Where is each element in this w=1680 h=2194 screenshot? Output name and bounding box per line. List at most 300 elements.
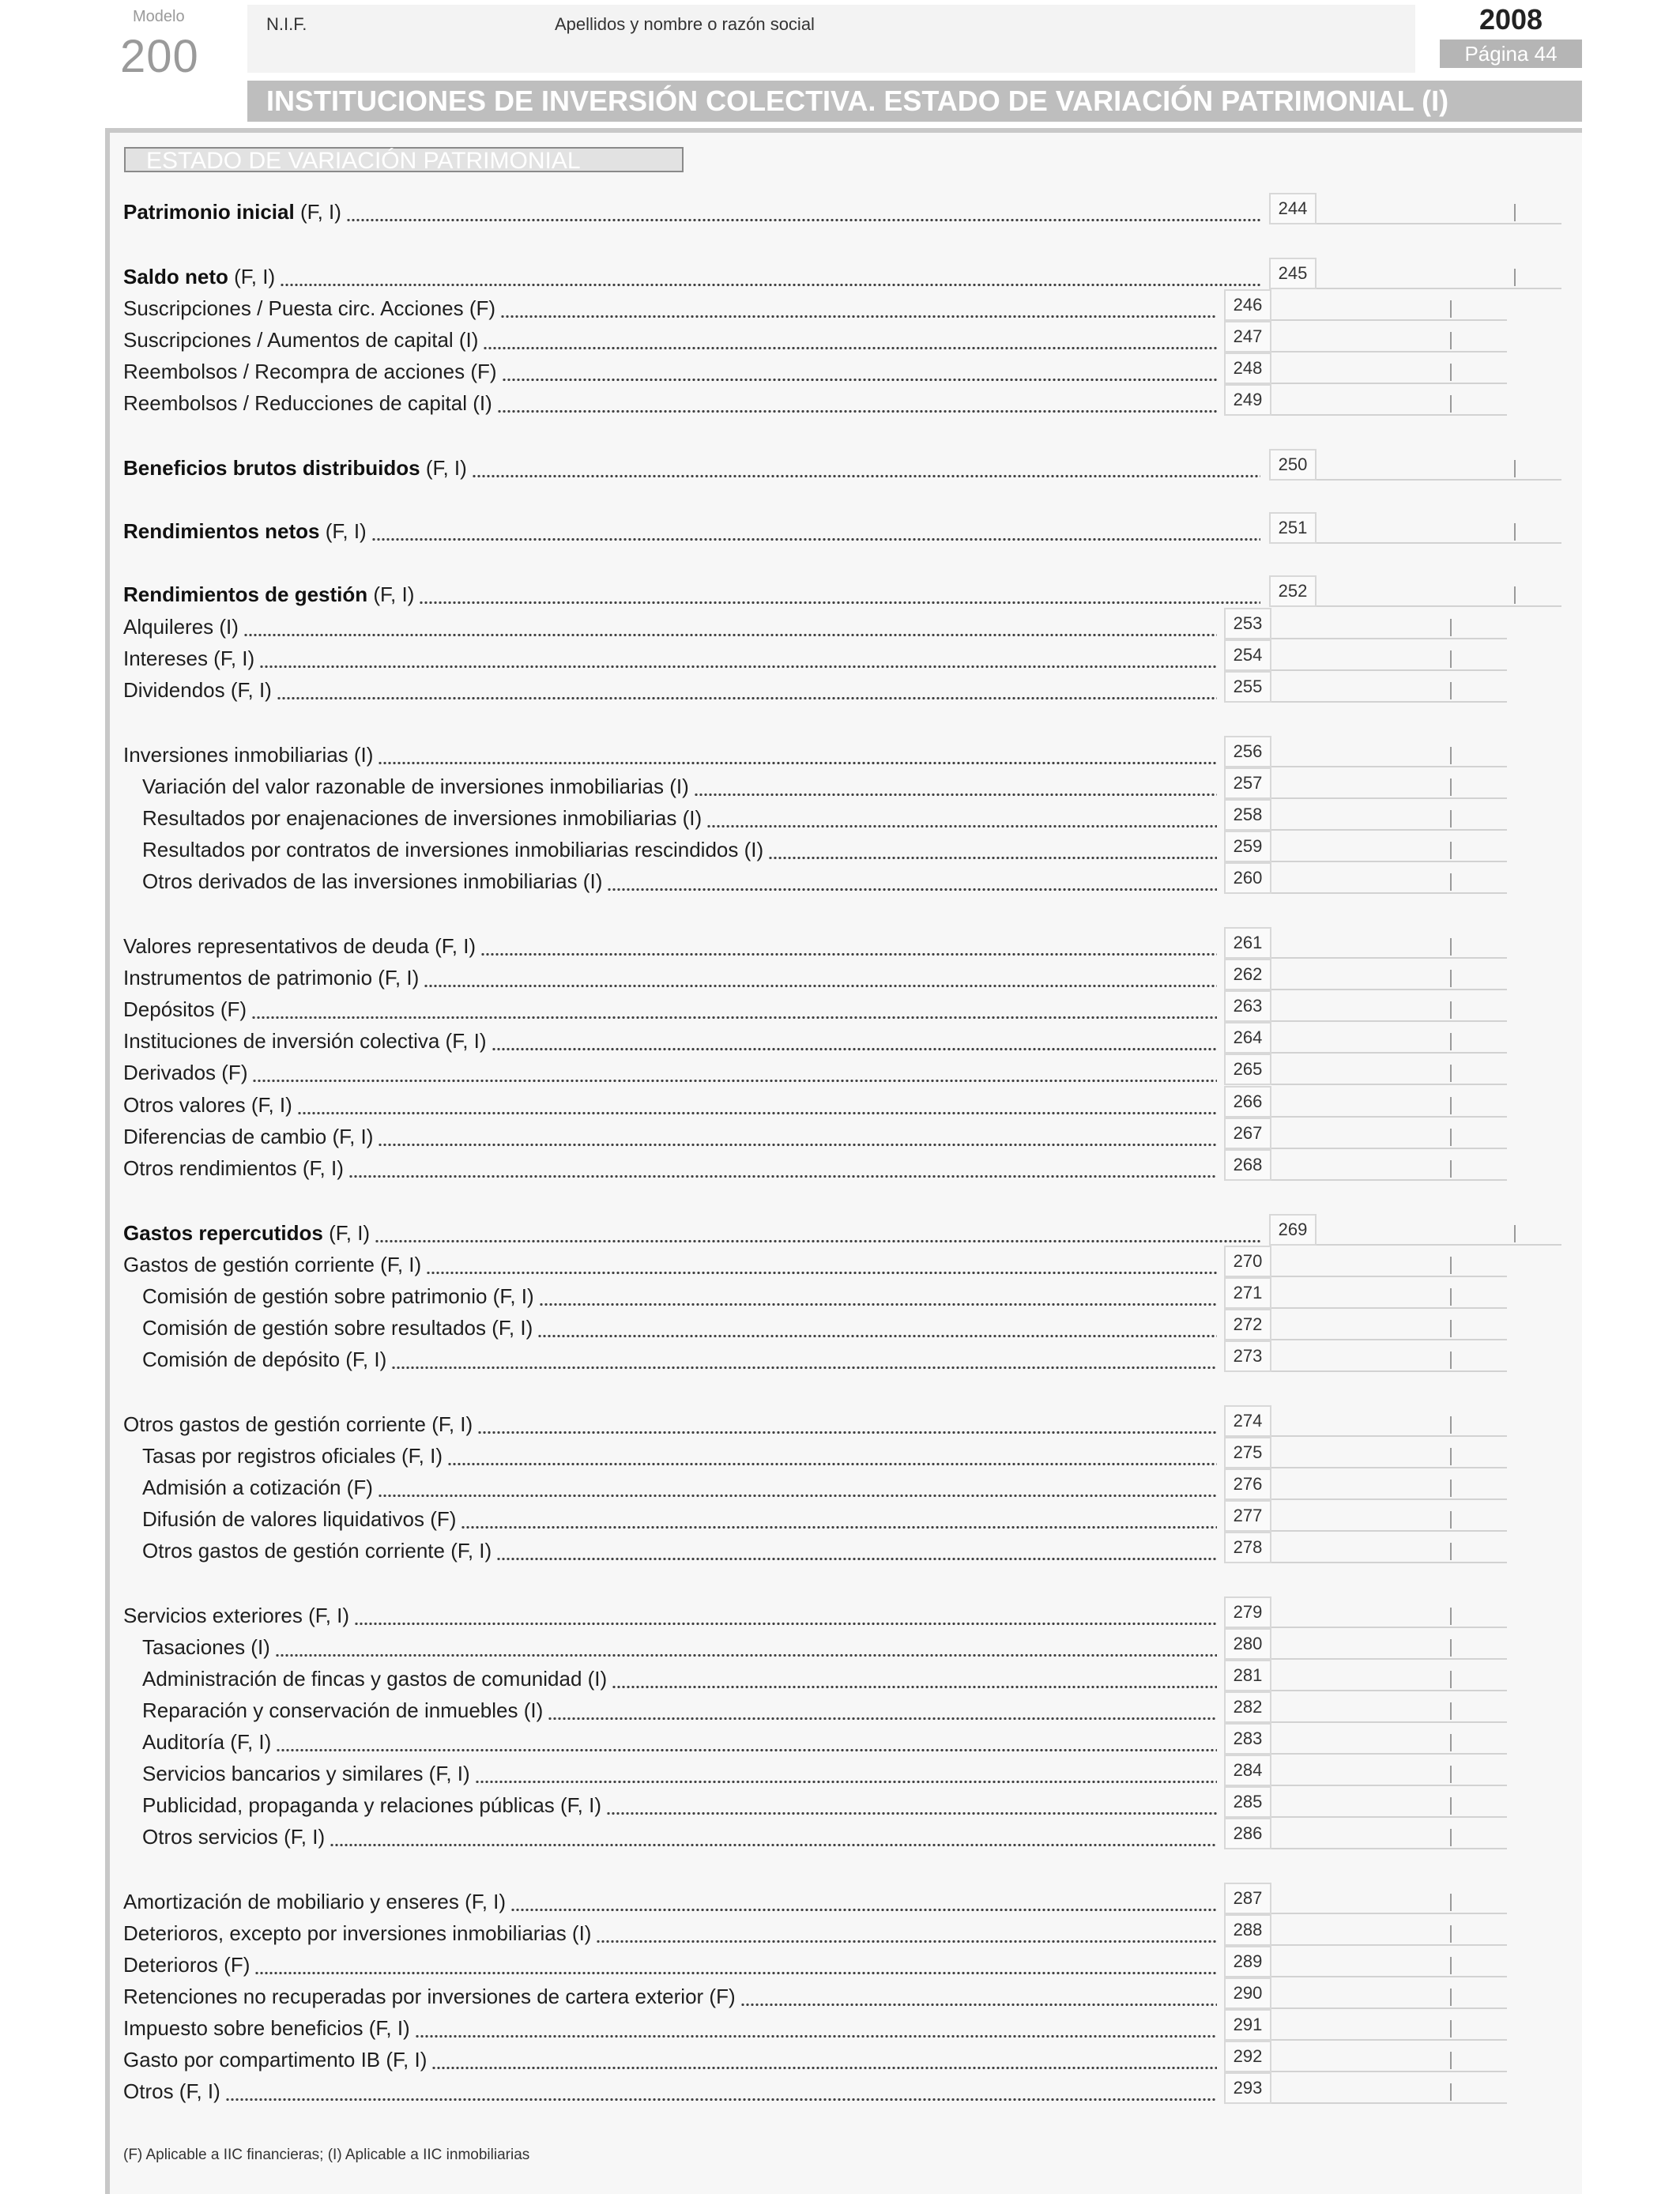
box-code: 288 bbox=[1224, 1914, 1271, 1946]
box-code: 282 bbox=[1224, 1691, 1271, 1723]
row-label bbox=[123, 1029, 487, 1054]
box-code: 263 bbox=[1224, 990, 1271, 1022]
form-row bbox=[123, 1981, 1507, 2012]
row-label-text: Otros valores (F, I) bbox=[123, 1093, 292, 1117]
leader-dots bbox=[694, 794, 1217, 796]
modelo-label: Modelo bbox=[133, 8, 185, 25]
leader-dots bbox=[297, 1112, 1217, 1114]
amount-field[interactable] bbox=[1271, 2041, 1507, 2072]
amount-field[interactable] bbox=[1271, 927, 1507, 959]
row-label bbox=[123, 1635, 270, 1660]
decimal-separator-tick bbox=[1450, 747, 1452, 764]
row-label-text: Deterioros, excepto por inversiones inmobiliarias (I) bbox=[123, 1921, 592, 1945]
leader-dots bbox=[539, 1303, 1217, 1306]
row-label-text: Alquileres (I) bbox=[123, 615, 239, 639]
leader-dots bbox=[492, 1048, 1217, 1050]
amount-field[interactable] bbox=[1271, 799, 1507, 831]
form-row bbox=[123, 1631, 1507, 1663]
row-label-text: Otros gastos de gestión corriente (F, I) bbox=[123, 1412, 473, 1436]
row-label bbox=[123, 2016, 410, 2041]
box-code: 261 bbox=[1224, 927, 1271, 959]
decimal-separator-tick bbox=[1450, 1448, 1452, 1465]
leader-dots bbox=[447, 1463, 1217, 1465]
row-label-text: Otros servicios (F, I) bbox=[142, 1825, 326, 1849]
amount-field[interactable] bbox=[1317, 1214, 1561, 1246]
row-label bbox=[123, 1316, 533, 1340]
leader-dots bbox=[225, 2098, 1217, 2101]
amount-field[interactable] bbox=[1271, 1086, 1507, 1118]
row-label-bold: Patrimonio inicial bbox=[123, 200, 295, 224]
decimal-separator-tick bbox=[1450, 300, 1452, 318]
box-code: 275 bbox=[1224, 1437, 1271, 1468]
form-row bbox=[123, 834, 1507, 865]
box-code: 270 bbox=[1224, 1246, 1271, 1277]
row-label bbox=[123, 456, 467, 481]
amount-field[interactable] bbox=[1317, 258, 1561, 289]
decimal-separator-tick bbox=[1450, 1160, 1452, 1178]
row-label bbox=[123, 1667, 607, 1691]
row-label-text: Comisión de gestión sobre patrimonio (F, I) bbox=[142, 1284, 534, 1308]
form-row bbox=[123, 356, 1507, 387]
amount-field[interactable] bbox=[1271, 1818, 1507, 1849]
amount-field[interactable] bbox=[1271, 1755, 1507, 1786]
box-code: 287 bbox=[1224, 1883, 1271, 1914]
form-row bbox=[123, 1535, 1507, 1566]
box-code: 281 bbox=[1224, 1660, 1271, 1691]
form-row bbox=[123, 1886, 1507, 1917]
amount-field[interactable] bbox=[1271, 1022, 1507, 1054]
row-label bbox=[123, 1539, 492, 1563]
row-label-text: Derivados (F) bbox=[123, 1061, 248, 1084]
row-label-text: Publicidad, propaganda y relaciones públicas (F, I) bbox=[142, 1793, 602, 1817]
row-label-text: (F, I) bbox=[294, 200, 341, 224]
leader-dots bbox=[768, 857, 1217, 859]
amount-field[interactable] bbox=[1271, 1054, 1507, 1085]
box-code: 269 bbox=[1269, 1214, 1317, 1246]
row-label bbox=[123, 360, 497, 384]
leader-dots bbox=[275, 1654, 1217, 1657]
box-code: 268 bbox=[1224, 1149, 1271, 1181]
row-label bbox=[123, 1825, 325, 1849]
box-code: 279 bbox=[1224, 1596, 1271, 1628]
amount-field[interactable] bbox=[1317, 575, 1561, 607]
row-label bbox=[123, 1284, 534, 1309]
box-code: 276 bbox=[1224, 1468, 1271, 1500]
decimal-separator-tick bbox=[1450, 1097, 1452, 1114]
row-label bbox=[123, 678, 272, 703]
leader-dots bbox=[480, 953, 1217, 956]
amount-field[interactable] bbox=[1271, 671, 1507, 703]
box-code: 264 bbox=[1224, 1022, 1271, 1054]
decimal-separator-tick bbox=[1450, 842, 1452, 859]
row-label bbox=[123, 647, 254, 671]
row-label bbox=[123, 806, 702, 831]
form-row bbox=[123, 739, 1507, 771]
box-code: 259 bbox=[1224, 831, 1271, 862]
leader-dots bbox=[510, 1909, 1217, 1911]
amount-field[interactable] bbox=[1271, 1405, 1507, 1437]
box-code: 285 bbox=[1224, 1786, 1271, 1818]
footnote: (F) Aplicable a IIC financieras; (I) Aplicable a IIC inmobiliarias bbox=[123, 2147, 530, 2163]
box-code: 260 bbox=[1224, 862, 1271, 894]
row-label bbox=[123, 1985, 736, 2009]
decimal-separator-tick bbox=[1450, 1671, 1452, 1688]
leader-dots bbox=[280, 284, 1260, 286]
leader-dots bbox=[346, 219, 1260, 221]
row-label-text: Comisión de depósito (F, I) bbox=[142, 1348, 387, 1371]
leader-dots bbox=[378, 1495, 1217, 1497]
box-code: 252 bbox=[1269, 575, 1317, 607]
row-label-text: Variación del valor razonable de inversiones inmobiliarias (I) bbox=[142, 775, 689, 798]
form-row bbox=[123, 1025, 1507, 1057]
box-code: 283 bbox=[1224, 1723, 1271, 1755]
row-label bbox=[123, 1507, 456, 1532]
decimal-separator-tick bbox=[1450, 1320, 1452, 1337]
box-code: 249 bbox=[1224, 384, 1271, 416]
form-row bbox=[123, 1344, 1507, 1375]
row-label bbox=[123, 1444, 443, 1468]
decimal-separator-tick bbox=[1450, 332, 1452, 349]
amount-field[interactable] bbox=[1271, 736, 1507, 767]
row-label-text: Instituciones de inversión colectiva (F, I) bbox=[123, 1029, 487, 1053]
box-code: 284 bbox=[1224, 1755, 1271, 1786]
box-code: 253 bbox=[1224, 608, 1271, 639]
amount-field[interactable] bbox=[1271, 862, 1507, 894]
box-code: 244 bbox=[1269, 193, 1317, 224]
decimal-separator-tick bbox=[1450, 1894, 1452, 1911]
form-row bbox=[123, 1789, 1507, 1821]
decimal-separator-tick bbox=[1450, 1957, 1452, 1974]
row-label bbox=[123, 997, 247, 1022]
form-row bbox=[123, 1249, 1507, 1280]
box-code: 257 bbox=[1224, 767, 1271, 799]
amount-field[interactable] bbox=[1271, 1149, 1507, 1181]
form-row bbox=[123, 930, 1507, 962]
row-label-text: Otros (F, I) bbox=[123, 2079, 220, 2103]
box-code: 256 bbox=[1224, 736, 1271, 767]
amount-field[interactable] bbox=[1271, 639, 1507, 671]
row-label-text: Instrumentos de patrimonio (F, I) bbox=[123, 966, 420, 990]
row-label bbox=[123, 869, 602, 894]
leader-dots bbox=[252, 1080, 1217, 1082]
box-code: 290 bbox=[1224, 1977, 1271, 2009]
row-label bbox=[123, 743, 373, 767]
amount-field[interactable] bbox=[1317, 449, 1561, 481]
form-row bbox=[123, 771, 1507, 802]
amount-field[interactable] bbox=[1271, 831, 1507, 862]
amount-field[interactable] bbox=[1317, 512, 1561, 544]
box-code: 289 bbox=[1224, 1946, 1271, 1977]
row-label bbox=[123, 1093, 292, 1118]
row-label-text: Reparación y conservación de inmuebles (I) bbox=[142, 1698, 544, 1722]
row-label-text: Otros derivados de las inversiones inmobiliarias (I) bbox=[142, 869, 603, 893]
row-label bbox=[123, 1253, 421, 1277]
leader-dots bbox=[461, 1526, 1217, 1529]
leader-dots bbox=[251, 1016, 1217, 1019]
row-label-text: Servicios exteriores (F, I) bbox=[123, 1604, 350, 1627]
amount-field[interactable] bbox=[1271, 767, 1507, 799]
form-row bbox=[123, 2044, 1507, 2075]
amount-field[interactable] bbox=[1271, 1118, 1507, 1149]
form-row bbox=[123, 1089, 1507, 1121]
leader-dots bbox=[276, 1749, 1217, 1751]
row-label-text: Deterioros (F) bbox=[123, 1953, 250, 1977]
row-label-text: Reembolsos / Recompra de acciones (F) bbox=[123, 360, 497, 383]
form-row bbox=[123, 643, 1507, 674]
row-label-text: Admisión a cotización (F) bbox=[142, 1476, 373, 1499]
amount-field[interactable] bbox=[1271, 1246, 1507, 1277]
leader-dots bbox=[424, 985, 1217, 987]
decimal-separator-tick bbox=[1450, 364, 1452, 381]
decimal-separator-tick bbox=[1450, 1925, 1452, 1943]
decimal-separator-tick bbox=[1514, 460, 1516, 477]
form-row bbox=[123, 2012, 1507, 2044]
amount-field[interactable] bbox=[1271, 1691, 1507, 1723]
leader-dots bbox=[378, 1144, 1217, 1146]
amount-field[interactable] bbox=[1271, 990, 1507, 1022]
leader-dots bbox=[612, 1686, 1217, 1688]
decimal-separator-tick bbox=[1450, 1001, 1452, 1019]
row-label-text: Reembolsos / Reducciones de capital (I) bbox=[123, 391, 492, 415]
box-code: 248 bbox=[1224, 352, 1271, 384]
leader-dots bbox=[375, 1240, 1260, 1242]
amount-field[interactable] bbox=[1271, 321, 1507, 352]
leader-dots bbox=[607, 888, 1217, 891]
row-label-bold: Beneficios brutos distribuidos bbox=[123, 456, 420, 480]
leader-dots bbox=[419, 601, 1260, 604]
amount-field[interactable] bbox=[1271, 1309, 1507, 1340]
amount-field[interactable] bbox=[1271, 1437, 1507, 1468]
amount-field[interactable] bbox=[1271, 608, 1507, 639]
form-row bbox=[123, 1152, 1507, 1184]
amount-field[interactable] bbox=[1317, 193, 1561, 224]
leader-dots bbox=[426, 1272, 1217, 1274]
row-label-text: Resultados por contratos de inversiones inmobiliarias rescindidos (I) bbox=[142, 838, 764, 861]
form-row bbox=[123, 1503, 1507, 1535]
row-label bbox=[123, 1762, 470, 1786]
row-label bbox=[123, 582, 414, 607]
row-label-text: Tasas por registros oficiales (F, I) bbox=[142, 1444, 443, 1468]
row-label-text: Otros gastos de gestión corriente (F, I) bbox=[142, 1539, 492, 1563]
row-label-bold: Rendimientos de gestión bbox=[123, 582, 368, 606]
form-row bbox=[123, 1949, 1507, 1981]
leader-dots bbox=[243, 634, 1217, 636]
decimal-separator-tick bbox=[1450, 1766, 1452, 1783]
form-row bbox=[123, 324, 1507, 356]
amount-field[interactable] bbox=[1271, 1786, 1507, 1818]
row-label-text: Auditoría (F, I) bbox=[142, 1730, 272, 1754]
leader-dots bbox=[277, 697, 1217, 699]
box-code: 247 bbox=[1224, 321, 1271, 352]
row-label-text: Gastos de gestión corriente (F, I) bbox=[123, 1253, 422, 1276]
form-row bbox=[123, 579, 1561, 610]
amount-field[interactable] bbox=[1271, 1468, 1507, 1500]
box-code: 265 bbox=[1224, 1054, 1271, 1085]
leader-dots bbox=[472, 475, 1260, 477]
leader-dots bbox=[371, 538, 1260, 541]
row-label-bold: Rendimientos netos bbox=[123, 519, 320, 543]
row-label bbox=[123, 1221, 370, 1246]
box-code: 274 bbox=[1224, 1405, 1271, 1437]
leader-dots bbox=[502, 379, 1217, 381]
form-row bbox=[123, 1312, 1507, 1344]
box-code: 280 bbox=[1224, 1628, 1271, 1660]
leader-dots bbox=[596, 1940, 1217, 1943]
box-code: 277 bbox=[1224, 1500, 1271, 1532]
form-row bbox=[123, 292, 1507, 324]
decimal-separator-tick bbox=[1450, 1065, 1452, 1082]
box-code: 266 bbox=[1224, 1086, 1271, 1118]
leader-dots bbox=[497, 410, 1217, 413]
decimal-separator-tick bbox=[1450, 778, 1452, 796]
leader-dots bbox=[391, 1367, 1217, 1369]
box-code: 250 bbox=[1269, 449, 1317, 481]
decimal-separator-tick bbox=[1450, 2020, 1452, 2038]
decimal-separator-tick bbox=[1450, 1129, 1452, 1146]
row-label bbox=[123, 296, 495, 321]
decimal-separator-tick bbox=[1450, 1288, 1452, 1306]
row-label-bold: Gastos repercutidos bbox=[123, 1221, 323, 1245]
row-label bbox=[123, 1156, 344, 1181]
amount-field[interactable] bbox=[1271, 2009, 1507, 2041]
row-label-text: Retenciones no recuperadas por inversiones de cartera exterior (F) bbox=[123, 1985, 736, 2008]
row-label-text: Depósitos (F) bbox=[123, 997, 247, 1021]
decimal-separator-tick bbox=[1450, 1734, 1452, 1751]
amount-field[interactable] bbox=[1271, 2072, 1507, 2104]
row-label bbox=[123, 615, 239, 639]
amount-field[interactable] bbox=[1271, 289, 1507, 321]
amount-field[interactable] bbox=[1271, 352, 1507, 384]
amount-field[interactable] bbox=[1271, 384, 1507, 416]
row-label bbox=[123, 1476, 373, 1500]
form-row bbox=[123, 452, 1561, 484]
form-row bbox=[123, 611, 1507, 643]
decimal-separator-tick bbox=[1450, 1639, 1452, 1657]
decimal-separator-tick bbox=[1450, 2083, 1452, 2101]
row-label-text: Valores representativos de deuda (F, I) bbox=[123, 934, 477, 958]
row-label bbox=[123, 1348, 386, 1372]
amount-field[interactable] bbox=[1271, 1500, 1507, 1532]
row-label-text: Comisión de gestión sobre resultados (F, I) bbox=[142, 1316, 533, 1340]
row-label bbox=[123, 328, 478, 352]
leader-dots bbox=[348, 1175, 1217, 1178]
decimal-separator-tick bbox=[1450, 1351, 1452, 1369]
form-row bbox=[123, 515, 1561, 547]
box-code: 272 bbox=[1224, 1309, 1271, 1340]
row-label bbox=[123, 519, 367, 544]
amount-field[interactable] bbox=[1271, 1596, 1507, 1628]
form-row bbox=[123, 1121, 1507, 1152]
leader-dots bbox=[477, 1431, 1217, 1434]
leader-dots bbox=[706, 825, 1217, 827]
amount-field[interactable] bbox=[1271, 1946, 1507, 1977]
row-label-text: (F, I) bbox=[322, 1221, 371, 1245]
row-label bbox=[123, 1125, 373, 1149]
leader-dots bbox=[330, 1844, 1217, 1846]
leader-dots bbox=[431, 2067, 1217, 2069]
decimal-separator-tick bbox=[1514, 1225, 1516, 1242]
decimal-separator-tick bbox=[1450, 1257, 1452, 1274]
amount-field[interactable] bbox=[1271, 1977, 1507, 2009]
amount-field[interactable] bbox=[1271, 1660, 1507, 1691]
form-row bbox=[123, 993, 1507, 1025]
box-code: 271 bbox=[1224, 1277, 1271, 1309]
row-label bbox=[123, 391, 492, 416]
row-label bbox=[123, 934, 476, 959]
modelo-number: 200 bbox=[120, 31, 199, 82]
leader-dots bbox=[740, 2004, 1217, 2006]
decimal-separator-tick bbox=[1514, 523, 1516, 541]
amount-field[interactable] bbox=[1271, 1723, 1507, 1755]
row-label bbox=[123, 265, 275, 289]
amount-field[interactable] bbox=[1271, 1277, 1507, 1309]
decimal-separator-tick bbox=[1450, 1416, 1452, 1434]
decimal-separator-tick bbox=[1514, 269, 1516, 286]
row-label-bold: Saldo neto bbox=[123, 265, 228, 288]
decimal-separator-tick bbox=[1450, 1608, 1452, 1625]
leader-dots bbox=[606, 1812, 1217, 1815]
leader-dots bbox=[254, 1972, 1217, 1974]
row-label-text: Dividendos (F, I) bbox=[123, 678, 272, 702]
leader-dots bbox=[496, 1558, 1217, 1560]
row-label-text: Inversiones inmobiliarias (I) bbox=[123, 743, 374, 767]
row-label bbox=[123, 1604, 349, 1628]
amount-field[interactable] bbox=[1271, 1532, 1507, 1563]
decimal-separator-tick bbox=[1514, 204, 1516, 221]
form-row bbox=[123, 1280, 1507, 1312]
row-label-text: (F, I) bbox=[228, 265, 276, 288]
decimal-separator-tick bbox=[1450, 1829, 1452, 1846]
row-label bbox=[123, 775, 689, 799]
row-label-text: (F, I) bbox=[420, 456, 467, 480]
amount-field[interactable] bbox=[1271, 1340, 1507, 1372]
identification-box bbox=[247, 5, 1415, 73]
leader-dots bbox=[415, 2035, 1217, 2038]
form-row bbox=[123, 387, 1507, 419]
row-label bbox=[123, 1061, 247, 1085]
decimal-separator-tick bbox=[1450, 1543, 1452, 1560]
form-row bbox=[123, 261, 1561, 292]
form-row bbox=[123, 1472, 1507, 1503]
box-code: 293 bbox=[1224, 2072, 1271, 2104]
form-row bbox=[123, 802, 1507, 834]
box-code: 292 bbox=[1224, 2041, 1271, 2072]
amount-field[interactable] bbox=[1271, 1883, 1507, 1914]
year: 2008 bbox=[1478, 3, 1543, 36]
form-row bbox=[123, 962, 1507, 993]
decimal-separator-tick bbox=[1450, 938, 1452, 956]
form-row bbox=[123, 865, 1507, 897]
box-code: 262 bbox=[1224, 959, 1271, 990]
box-code: 273 bbox=[1224, 1340, 1271, 1372]
form-row bbox=[123, 1695, 1507, 1726]
row-label bbox=[123, 1953, 250, 1977]
decimal-separator-tick bbox=[1450, 873, 1452, 891]
decimal-separator-tick bbox=[1450, 1797, 1452, 1815]
form-row bbox=[123, 1440, 1507, 1472]
amount-field[interactable] bbox=[1271, 1628, 1507, 1660]
form-row bbox=[123, 2075, 1507, 2107]
decimal-separator-tick bbox=[1450, 682, 1452, 699]
amount-field[interactable] bbox=[1271, 1914, 1507, 1946]
row-label-text: Difusión de valores liquidativos (F) bbox=[142, 1507, 457, 1531]
row-label-text: Administración de fincas y gastos de comunidad (I) bbox=[142, 1667, 608, 1691]
amount-field[interactable] bbox=[1271, 959, 1507, 990]
decimal-separator-tick bbox=[1450, 810, 1452, 827]
box-code: 258 bbox=[1224, 799, 1271, 831]
row-label-text: Suscripciones / Puesta circ. Acciones (F) bbox=[123, 296, 496, 320]
decimal-separator-tick bbox=[1450, 2052, 1452, 2069]
